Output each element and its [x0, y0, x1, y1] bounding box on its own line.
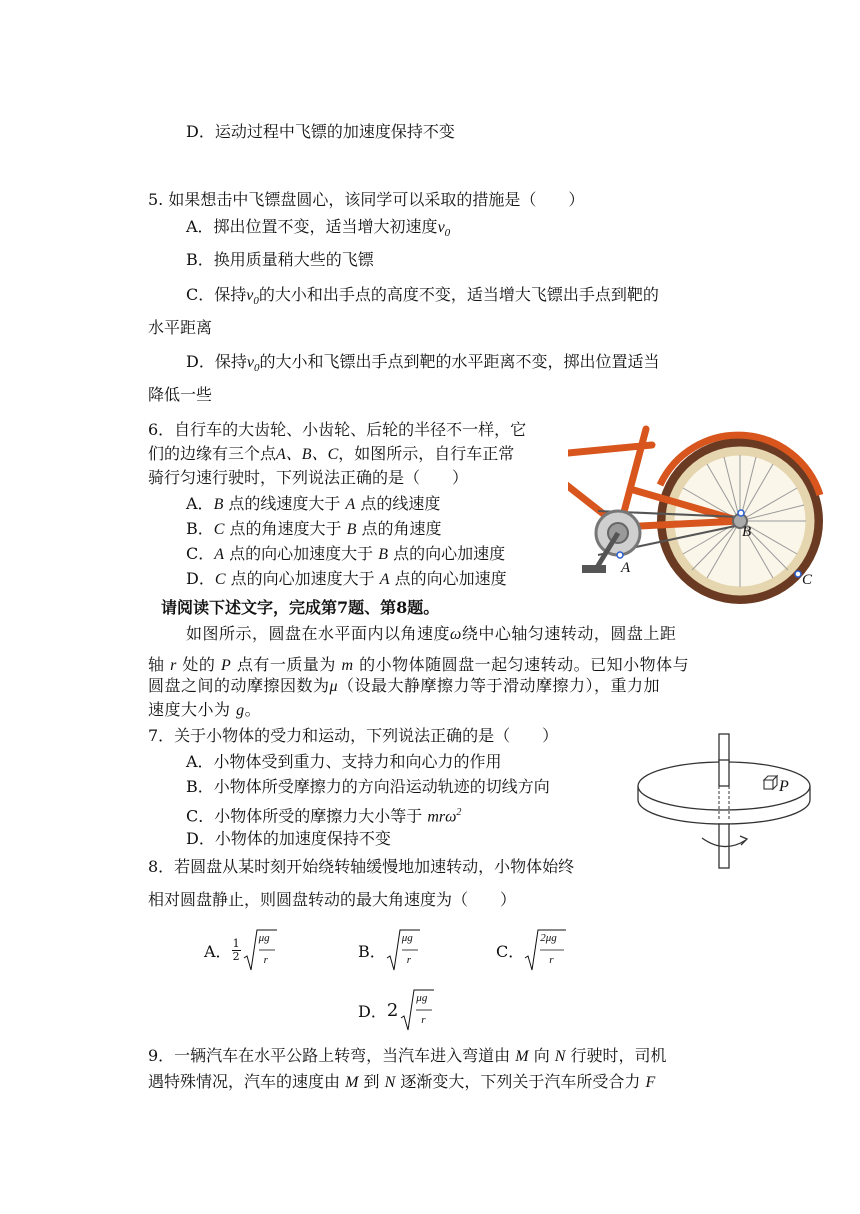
- fraction-one-half: $\frac{1}{2}$: [232, 936, 240, 963]
- q7-option-c: C．小物体所受的摩擦力大小等于 mrω$^2$: [186, 806, 462, 826]
- q5-option-c: C．保持$v_0$的大小和出手点的高度不变，适当增大飞镖出手点到靶的: [186, 285, 659, 308]
- q8-option-c: C． 2μg r: [496, 926, 566, 974]
- radical-a: μg r: [243, 928, 277, 972]
- q6-stem-line3: 骑行匀速行驶时，下列说法正确的是（ ）: [148, 468, 469, 487]
- passage-line1: 如图所示，圆盘在水平面内以角速度ω绕中心轴匀速转动，圆盘上距: [186, 624, 677, 643]
- rotation-arrowhead: [740, 836, 747, 845]
- q9-stem-line1: 9．一辆汽车在水平公路上转弯，当汽车进入弯道由 M 向 N 行驶时，司机: [148, 1046, 667, 1065]
- q5-stem: 5. 如果想击中飞镖盘圆心，该同学可以采取的措施是（ ）: [148, 190, 585, 209]
- q8-option-b: B． μg r: [358, 926, 420, 974]
- q7-option-d: D．小物体的加速度保持不变: [186, 829, 391, 848]
- q5-option-d-continued: 降低一些: [148, 385, 213, 404]
- radical-c: 2μg r: [524, 928, 566, 972]
- q5-option-d: D．保持$v_0$的大小和飞镖出手点到靶的水平距离不变，掷出位置适当: [186, 352, 660, 375]
- q6-option-d: D．C 点的向心加速度大于 A 点的向心加速度: [186, 569, 507, 588]
- q5-option-b: B．换用质量稍大些的飞镖: [186, 250, 374, 269]
- passage-line4: 速度大小为 g。: [148, 700, 262, 719]
- q7-option-a: A．小物体受到重力、支持力和向心力的作用: [186, 752, 502, 771]
- small-object-icon: [764, 776, 777, 789]
- point-b-marker: [738, 510, 744, 516]
- bicycle-figure: [568, 425, 824, 615]
- passage-line2: 轴 r 处的 P 点有一质量为 m 的小物体随圆盘一起匀速转动。已知小物体与: [148, 655, 690, 674]
- point-c-label: C: [802, 572, 813, 588]
- q4-option-d: D．运动过程中飞镖的加速度保持不变: [186, 122, 455, 141]
- q6-option-c: C．A 点的向心加速度大于 B 点的向心加速度: [186, 544, 506, 563]
- radical-b: μg r: [386, 928, 420, 972]
- q8-option-a: A． $\frac{1}{2}$ μg r: [204, 926, 277, 974]
- point-c-marker: [795, 571, 801, 577]
- instruction-q7-q8: 请阅读下述文字，完成第7题、第8题。: [161, 598, 440, 617]
- passage-line3: 圆盘之间的动摩擦因数为μ（设最大静摩擦力等于滑动摩擦力），重力加: [148, 676, 661, 695]
- point-p-label: P: [779, 778, 789, 795]
- q8-stem-line1: 8．若圆盘从某时刻开始绕转轴缓慢地加速转动，小物体始终: [148, 857, 575, 876]
- q7-option-b: B．小物体所受摩擦力的方向沿运动轨迹的切线方向: [186, 777, 550, 796]
- point-a-marker: [617, 552, 623, 558]
- q6-stem-line2: 们的边缘有三个点A、B、C，如图所示，自行车正常: [148, 444, 515, 463]
- q5-option-c-continued: 水平距离: [148, 318, 213, 337]
- pedal: [582, 565, 606, 573]
- q7-stem: 7．关于小物体的受力和运动，下列说法正确的是（ ）: [148, 726, 559, 745]
- point-b-label: B: [742, 524, 752, 540]
- q9-stem-line2: 遇特殊情况，汽车的速度由 M 到 N 逐渐变大，下列关于汽车所受合力 F: [148, 1072, 656, 1091]
- q6-stem-line1: 6．自行车的大齿轮、小齿轮、后轮的半径不一样，它: [148, 420, 527, 439]
- q8-stem-line2: 相对圆盘静止，则圆盘转动的最大角速度为（ ）: [148, 890, 517, 909]
- q6-option-a: A．B 点的线速度大于 A 点的线速度: [186, 494, 441, 513]
- q5-option-a: A．掷出位置不变，适当增大初速度$v_0$: [186, 217, 451, 240]
- point-a-label: A: [621, 560, 631, 576]
- radical-d: μg r: [400, 988, 434, 1032]
- q6-option-b: B．C 点的角速度大于 B 点的角速度: [186, 519, 442, 538]
- axis-through-disk: [719, 760, 729, 786]
- q8-option-d: D． 2 μg r: [358, 986, 434, 1034]
- coefficient-two: 2: [386, 999, 399, 1021]
- turntable-figure: [636, 732, 816, 872]
